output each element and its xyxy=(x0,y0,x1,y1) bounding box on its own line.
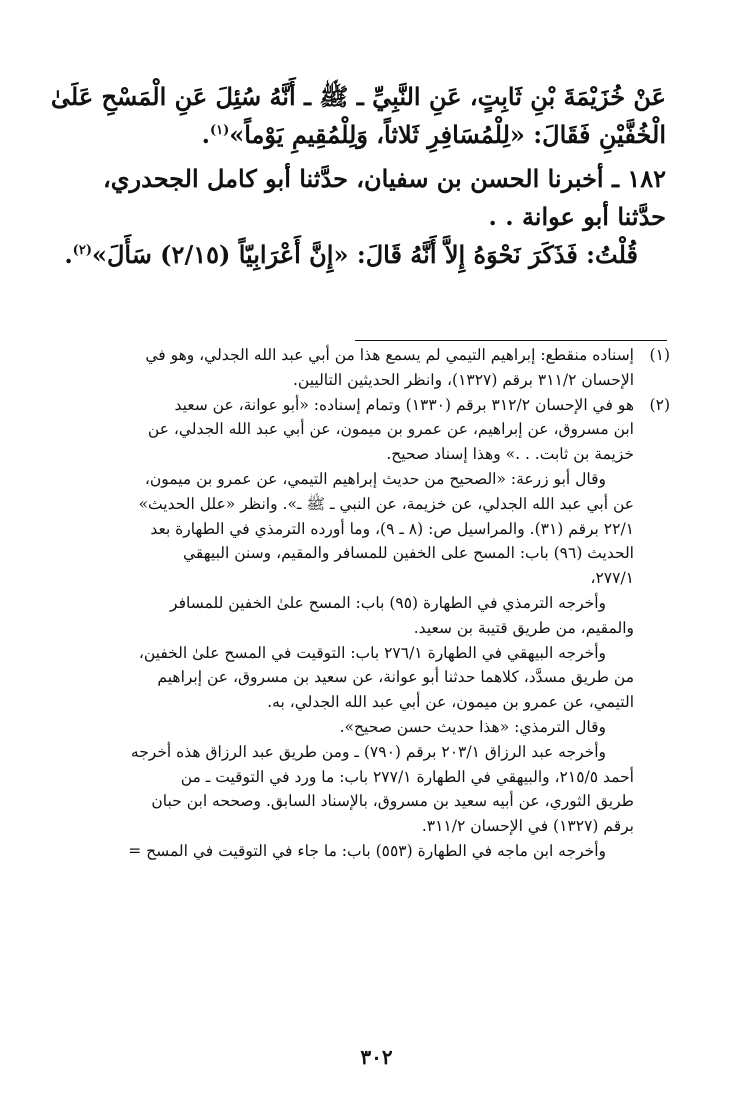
footnote-2-line-5: عن أبي عبد الله الجدلي، عن خزيمة، عن النبي ـ ﷺ ـ». وانظر «علل الحديث» xyxy=(138,494,634,513)
footnote-2-line-16: أحمد ٢١٥/٥، والبيهقي في الطهارة ٢٧٧/١ باب: ما ورد في التوقيت ـ من xyxy=(180,767,634,786)
footnote-2-line-8: ٢٧٧/١، xyxy=(590,569,634,588)
footnote-2-line-13: التيمي، عن عمرو بن ميمون، عن أبي عبد الله الجدلي، به. xyxy=(267,693,634,712)
footnote-2-line-10: والمقيم، من طريق قتيبة بن سعيد. xyxy=(413,618,634,637)
footnote-2-line-15: وأخرجه عبد الرزاق ٢٠٣/١ برقم (٧٩٠) ـ ومن طريق عبد الرزاق هذه أخرجه xyxy=(130,742,606,761)
footnote-2-line-14: وقال الترمذي: «هذا حديث حسن صحيح». xyxy=(339,717,606,736)
footnotes xyxy=(92,343,670,864)
footnote-1-line-1 xyxy=(92,343,670,368)
qult-text: قُلْتُ: فَذَكَرَ نَحْوَهُ إِلاَّ أَنَّهُ قَالَ: «إِنَّ أَعْرَابِيّاً (٢/١٥) سَأَلَ» xyxy=(91,240,638,269)
footnote-2-line-2: ابن مسروق، عن إبراهيم، عن عمرو بن ميمون، عن أبي عبد الله الجدلي، عن xyxy=(147,420,634,439)
footnote-2-line-7: الحديث (٩٦) باب: المسح على الخفين للمسافر والمقيم، وسنن البيهقي xyxy=(182,544,634,563)
footnote-2-line-19: وأخرجه ابن ماجه في الطهارة (٥٥٣) باب: ما جاء في التوقيت في المسح = xyxy=(128,841,606,860)
footnote-ref-1: (١) xyxy=(209,123,230,138)
main-line-2-text: الْخُفَّيْنِ فَقَالَ: «لِلْمُسَافِرِ ثَلاثاً، وَلِلْمُقِيمِ يَوْماً» xyxy=(229,120,666,149)
footnote-2-line-9: وأخرجه الترمذي في الطهارة (٩٥) باب: المسح علىٰ الخفين للمسافر xyxy=(170,593,606,612)
footnote-2-line-1-text: هو في الإحسان ٣١٢/٢ برقم (١٣٣٠) وتمام إسناده: «أبو عوانة، عن سعيد xyxy=(174,395,634,414)
qult-end: . xyxy=(64,240,73,269)
footnote-2-line-18: برقم (١٣٢٧) في الإحسان ٣١١/٢. xyxy=(421,817,634,836)
footnote-2-line-17: طريق الثوري، عن أبيه سعيد بن مسروق، بالإسناد السابق. وصححه ابن حبان xyxy=(151,792,634,811)
main-line-2-end: . xyxy=(201,120,210,149)
main-text xyxy=(50,78,666,274)
footnote-ref-2: (٢) xyxy=(72,243,92,258)
footnote-2-marker: (٢) xyxy=(649,395,670,414)
footnote-2-line-12: من طريق مسدَّد، كلاهما حدثنا أبو عوانة، عن سعيد بن مسروق، عن إبراهيم xyxy=(157,668,634,687)
footnote-1-marker: (١) xyxy=(649,346,670,364)
footnote-separator xyxy=(355,340,667,341)
footnote-2-line-1 xyxy=(92,393,670,418)
hadith-182-line-2: حدَّثنا أبو عوانة . . xyxy=(488,202,666,231)
main-line-1: عَنْ خُزَيْمَةَ بْنِ ثَابِتٍ، عَنِ النَّبِيِّ ـ ﷺ ـ أَنَّهُ سُئِلَ عَنِ الْمَسْحِ عَلَىٰ xyxy=(50,82,666,111)
footnote-2-line-3: خزيمة بن ثابت. . .» وهذا إسناد صحيح. xyxy=(386,445,634,464)
hadith-182-line-1: ١٨٢ ـ أخبرنا الحسن بن سفيان، حدَّثنا أبو كامل الجحدري، xyxy=(102,164,666,193)
footnote-2-line-4: وقال أبو زرعة: «الصحيح من حديث إبراهيم التيمي، عن عمرو بن ميمون، xyxy=(144,469,606,488)
footnote-2-line-6: ٢٢/١ برقم (٣١). والمراسيل ص: (٨ ـ ٩)، وما أورده الترمذي في الطهارة بعد xyxy=(150,519,634,538)
footnote-2-line-11: وأخرجه البيهقي في الطهارة ٢٧٦/١ باب: التوقيت في المسح علىٰ الخفين، xyxy=(138,643,606,662)
footnote-1-line-1-text: إسناده منقطع: إبراهيم التيمي لم يسمع هذا من أبي عبد الله الجدلي، وهو في xyxy=(145,346,634,364)
main-line-2 xyxy=(96,116,666,154)
footnote-1-line-2: الإحسان ٣١١/٢ برقم (١٣٢٧)، وانظر الحديثين التاليين. xyxy=(292,370,634,389)
page-number: ٣٠٢ xyxy=(360,1045,393,1069)
qult-line xyxy=(64,236,666,274)
